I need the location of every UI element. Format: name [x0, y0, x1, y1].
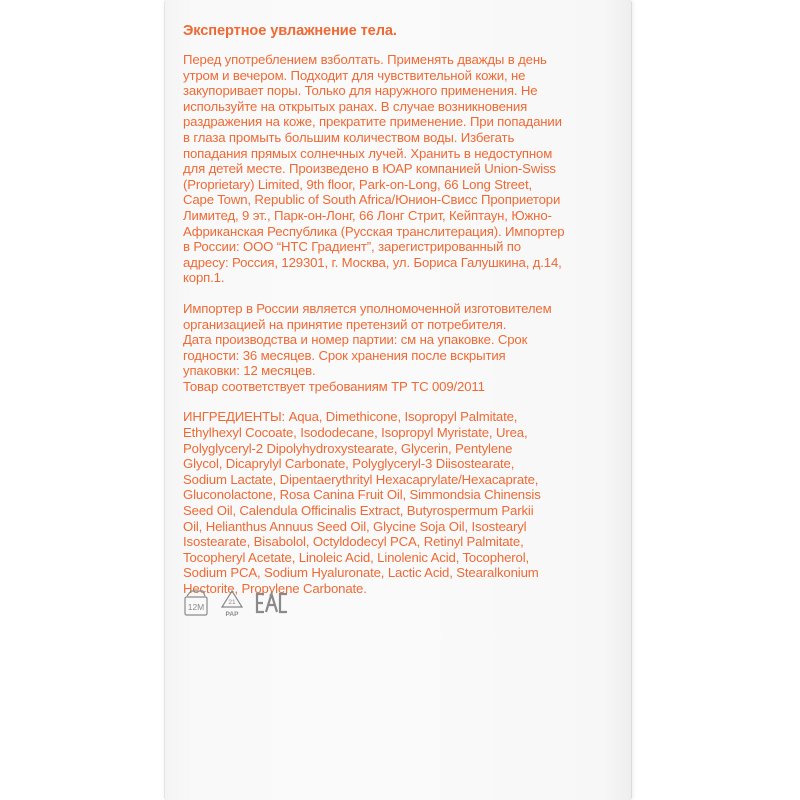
ingredients-line: Glycol, Dicaprylyl Carbonate, Polyglyceryl-3 Diisostearate,	[183, 456, 515, 472]
ingredients-line: Gluconolactone, Rosa Canina Fruit Oil, Simmondsia Chinensis	[183, 487, 541, 503]
directions-line: Лимитед, 9 эт., Парк-он-Лонг, 66 Лонг Стрит, Кейптаун, Южно-	[183, 207, 552, 223]
ingredients-line: Seed Oil, Calendula Officinalis Extract, Butyrospermum Parkii	[183, 503, 534, 519]
recycling-icon	[219, 588, 245, 623]
product-heading: Экспертное увлажнение тела.	[183, 23, 397, 39]
directions-line: Перед употреблением взболтать. Применять дважды в день	[183, 52, 547, 67]
importer-paragraph	[183, 301, 613, 395]
directions-line: в глаза промыть большим количеством воды. Избегать	[183, 129, 515, 145]
recycle-code: PAP	[225, 611, 239, 618]
importer-line: Импортер в России является уполномоченной изготовителем	[183, 300, 552, 316]
ingredients-line: ИНГРЕДИЕНТЫ: Aqua, Dimethicone, Isopropyl Palmitate,	[183, 409, 518, 425]
directions-line: закупоривает поры. Только для наружного применения. Не	[183, 83, 538, 99]
directions-paragraph	[183, 52, 613, 286]
importer-line: организацией на принятие претензий от потребителя.	[183, 316, 507, 332]
ingredients-line: Ethylhexyl Cocoate, Isododecane, Isopropyl Myristate, Urea,	[183, 425, 528, 441]
ingredients-line: Sodium Lactate, Dipentaerythrityl Hexacaprylate/Hexacaprate,	[183, 471, 539, 487]
ingredients-paragraph	[183, 409, 613, 596]
ingredients-line: Oil, Helianthus Annuus Seed Oil, Glycine Soja Oil, Isostearyl	[183, 518, 527, 534]
pao-label: 12M	[187, 602, 205, 612]
recycle-number: 21	[228, 599, 236, 606]
ingredients-line: Sodium PCA, Sodium Hyaluronate, Lactic Acid, Stearalkonium	[183, 565, 539, 581]
directions-line: раздражения на коже, прекратите применение. При попадании	[183, 114, 562, 130]
label-text-block	[183, 22, 613, 612]
importer-line: годности: 36 месяцев. Срок хранения после вскрытия	[183, 347, 506, 363]
directions-line: Cape Town, Republic of South Africa/Юнион-Свисс Проприетори	[183, 192, 561, 208]
importer-line: Дата производства и номер партии: см на упаковке. Срок	[183, 332, 528, 348]
eac-mark-icon	[255, 592, 289, 619]
ingredients-line: Tocopheryl Acetate, Linoleic Acid, Linolenic Acid, Tocopherol,	[183, 549, 530, 565]
directions-line: попадания прямых солнечных лучей. Хранить в недоступном	[183, 145, 553, 161]
period-after-opening-icon	[183, 588, 209, 623]
ingredients-line: Polyglyceryl-2 Dipolyhydroxystearate, Glycerin, Pentylene	[183, 440, 513, 456]
directions-line: адресу: Россия, 129301, г. Москва, ул. Бориса Галушкина, д.14,	[183, 254, 562, 270]
directions-line: используйте на открытых ранах. В случае возникновения	[183, 98, 528, 114]
certification-symbols	[183, 588, 289, 623]
directions-line: в России: ООО “НТС Градиент”, зарегистрированный по	[183, 239, 521, 255]
directions-line: (Proprietary) Limited, 9th floor, Park-on-Long, 66 Long Street,	[183, 176, 532, 192]
directions-line: Африканская Республика (Русская транслитерация). Импортер	[183, 223, 565, 239]
ingredients-line: Hectorite, Propylene Carbonate.	[183, 581, 367, 596]
importer-line: упаковки: 12 месяцев.	[183, 363, 316, 379]
directions-line: корп.1.	[183, 270, 225, 286]
directions-line: для детей месте. Произведено в ЮАР компанией Union-Swiss	[183, 161, 556, 177]
importer-line: Товар соответствует требованиям ТР ТС 009/2011	[183, 378, 485, 394]
directions-line: утром и вечером. Подходит для чувствительной кожи, не	[183, 67, 526, 83]
ingredients-line: Isostearate, Bisabolol, Octyldodecyl PCA, Retinyl Palmitate,	[183, 534, 524, 550]
